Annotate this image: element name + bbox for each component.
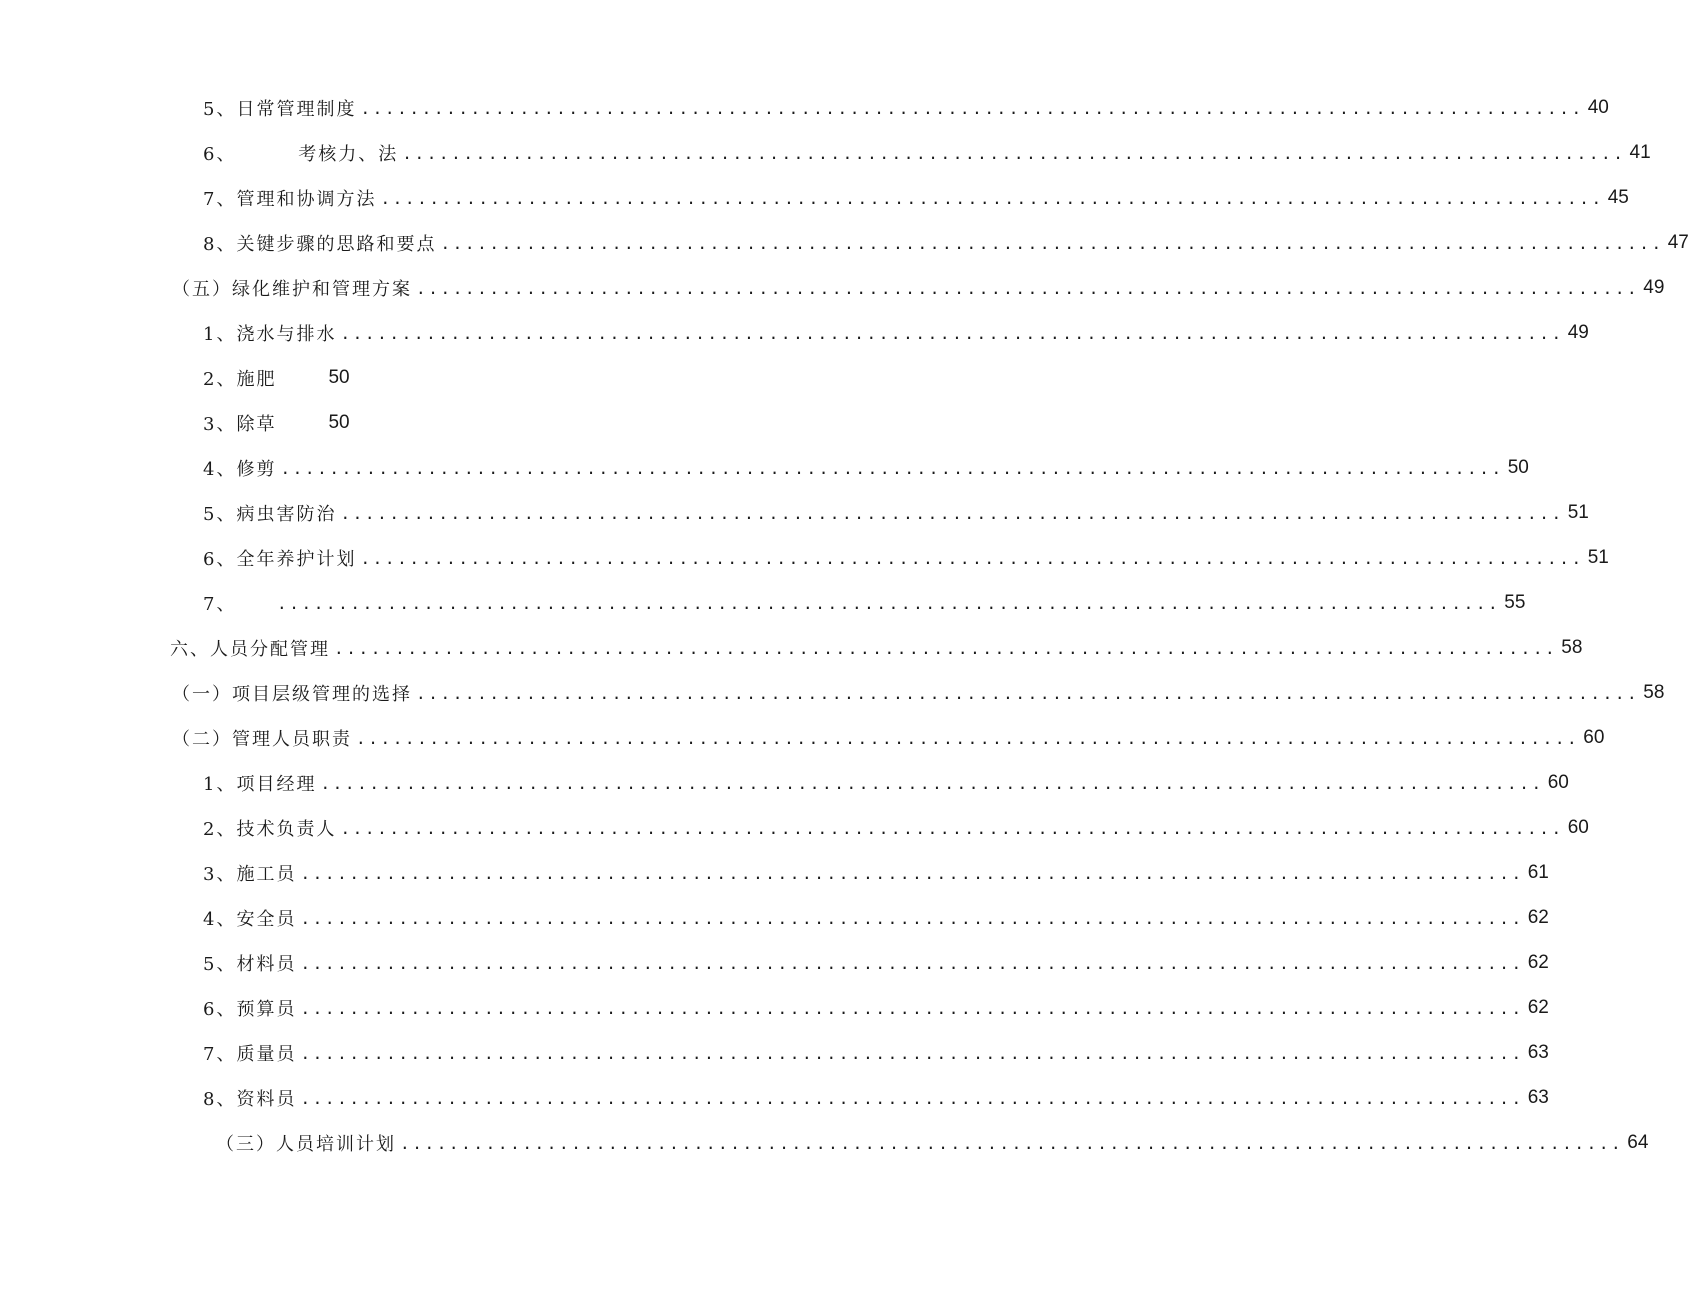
toc-leader-dots: .................................................................................................... bbox=[300, 908, 1524, 928]
toc-entry-page: 60 bbox=[1547, 772, 1569, 793]
toc-entry[interactable] bbox=[203, 183, 1629, 213]
toc-entry-label: 6、全年养护计划 bbox=[203, 549, 357, 570]
toc-entry-label: 7、 bbox=[203, 594, 237, 615]
toc-leader-dots: .................................................................................................... bbox=[356, 728, 1580, 748]
toc-entry-label: 8、资料员 bbox=[203, 1089, 297, 1110]
toc-leader-dots: .................................................................................................... bbox=[380, 188, 1604, 208]
toc-entry[interactable] bbox=[203, 1083, 1549, 1113]
toc-entry[interactable] bbox=[203, 768, 1569, 798]
toc-entry[interactable] bbox=[203, 588, 1526, 618]
toc-leader-dots: .................................................................................................... bbox=[416, 683, 1640, 703]
toc-entry[interactable] bbox=[203, 408, 503, 438]
toc-leader-dots: .................................................................................................... bbox=[340, 818, 1564, 838]
toc-entry[interactable] bbox=[203, 498, 1589, 528]
toc-entry[interactable] bbox=[203, 138, 1651, 168]
toc-entry-label: 1、项目经理 bbox=[203, 774, 317, 795]
toc-entry[interactable] bbox=[216, 1128, 1649, 1158]
toc-entry-label: （一）项目层级管理的选择 bbox=[172, 684, 412, 705]
toc-entry-page: 60 bbox=[1583, 727, 1605, 748]
toc-leader-dots: .................................................................................................... bbox=[360, 548, 1584, 568]
toc-leader-dots: .................................................................................................... bbox=[340, 323, 1564, 343]
toc-entry-page: 47 bbox=[1667, 232, 1689, 253]
toc-entry[interactable] bbox=[203, 903, 1549, 933]
toc-entry-page: 63 bbox=[1527, 1042, 1549, 1063]
toc-entry[interactable] bbox=[203, 228, 1689, 258]
toc-entry[interactable] bbox=[203, 993, 1549, 1023]
toc-entry-page: 51 bbox=[1587, 547, 1609, 568]
toc-leader-dots: .................................................................................................... bbox=[440, 233, 1664, 253]
toc-entry[interactable] bbox=[203, 543, 1609, 573]
toc-entry-label: 2、技术负责人 bbox=[203, 819, 337, 840]
toc-leader-dots: .................................................................................................... bbox=[300, 998, 1524, 1018]
toc-entry[interactable] bbox=[203, 93, 1609, 123]
toc-entry-label: 4、修剪 bbox=[203, 459, 277, 480]
toc-entry-label: 2、施肥 bbox=[203, 369, 277, 390]
toc-entry-page: 41 bbox=[1629, 142, 1651, 163]
toc-entry-label: 3、施工员 bbox=[203, 864, 297, 885]
toc-entry-page: 50 bbox=[328, 367, 350, 388]
toc-leader-dots: .................................................................................................... bbox=[402, 143, 1626, 163]
toc-entry[interactable] bbox=[170, 633, 1583, 663]
toc-entry-page: 55 bbox=[1504, 592, 1526, 613]
toc-entry-page: 49 bbox=[1643, 277, 1665, 298]
toc-entry[interactable] bbox=[172, 723, 1605, 753]
toc-entry-label: 7、质量员 bbox=[203, 1044, 297, 1065]
toc-leader-dots: .................................................................................................... bbox=[280, 458, 1504, 478]
toc-entry-page: 62 bbox=[1527, 952, 1549, 973]
toc-leader-dots: .................................................................................................... bbox=[416, 278, 1640, 298]
toc-entry-page: 58 bbox=[1561, 637, 1583, 658]
toc-entry[interactable] bbox=[203, 813, 1589, 843]
toc-entry-page: 63 bbox=[1527, 1087, 1549, 1108]
toc-leader-dots: .................................................................................................... bbox=[300, 1088, 1524, 1108]
toc-leader-dots: .................................................................................................... bbox=[340, 503, 1564, 523]
toc-entry[interactable] bbox=[172, 273, 1665, 303]
toc-entry-page: 60 bbox=[1567, 817, 1589, 838]
toc-entry-page: 61 bbox=[1527, 862, 1549, 883]
toc-entry-label: 3、除草 bbox=[203, 414, 277, 435]
toc-entry-page: 64 bbox=[1627, 1132, 1649, 1153]
toc-entry[interactable] bbox=[203, 858, 1549, 888]
toc-entry-label: 7、管理和协调方法 bbox=[203, 189, 377, 210]
toc-leader-dots: .................................................................................................... bbox=[334, 638, 1558, 658]
toc-leader-dots: .................................................................................................... bbox=[400, 1133, 1624, 1153]
toc-entry-page: 62 bbox=[1527, 997, 1549, 1018]
toc-entry[interactable] bbox=[203, 363, 503, 393]
toc-leader-dots: .................................................................................................... bbox=[300, 1043, 1524, 1063]
toc-entry-page: 49 bbox=[1567, 322, 1589, 343]
toc-entry-page: 45 bbox=[1607, 187, 1629, 208]
toc-entry-page: 50 bbox=[328, 412, 350, 433]
toc-entry-label: 5、材料员 bbox=[203, 954, 297, 975]
toc-entry-label: 4、安全员 bbox=[203, 909, 297, 930]
toc-entry-page: 50 bbox=[1507, 457, 1529, 478]
toc-entry-page: 58 bbox=[1643, 682, 1665, 703]
toc-entry[interactable] bbox=[203, 948, 1549, 978]
toc-leader-dots: .................................................................................................... bbox=[320, 773, 1544, 793]
toc-entry-label: 5、病虫害防治 bbox=[203, 504, 337, 525]
toc-entry-label: 6、预算员 bbox=[203, 999, 297, 1020]
toc-entry-label: 六、人员分配管理 bbox=[170, 639, 330, 660]
toc-leader-dots: .................................................................................................... bbox=[300, 953, 1524, 973]
toc-entry-label: 8、关键步骤的思路和要点 bbox=[203, 234, 437, 255]
toc-entry-label: （三）人员培训计划 bbox=[216, 1134, 396, 1155]
toc-entry-page: 51 bbox=[1567, 502, 1589, 523]
toc-entry-page: 40 bbox=[1587, 97, 1609, 118]
toc-entry-label: （二）管理人员职责 bbox=[172, 729, 352, 750]
toc-entry-page: 62 bbox=[1527, 907, 1549, 928]
toc-entry-label: 5、日常管理制度 bbox=[203, 99, 357, 120]
toc-leader-dots: .................................................................................................... bbox=[300, 863, 1524, 883]
toc-entry-label: 1、浇水与排水 bbox=[203, 324, 337, 345]
toc-entry[interactable] bbox=[203, 453, 1529, 483]
toc-entry[interactable] bbox=[203, 1038, 1549, 1068]
toc-entry[interactable] bbox=[203, 318, 1589, 348]
toc-entry[interactable] bbox=[172, 678, 1665, 708]
toc-entry-label: （五）绿化维护和管理方案 bbox=[172, 279, 412, 300]
toc-entry-label: 6、 考核力、法 bbox=[203, 144, 399, 165]
toc-leader-dots: .................................................................................................... bbox=[277, 593, 1501, 613]
toc-leader-dots: .................................................................................................... bbox=[360, 98, 1584, 118]
